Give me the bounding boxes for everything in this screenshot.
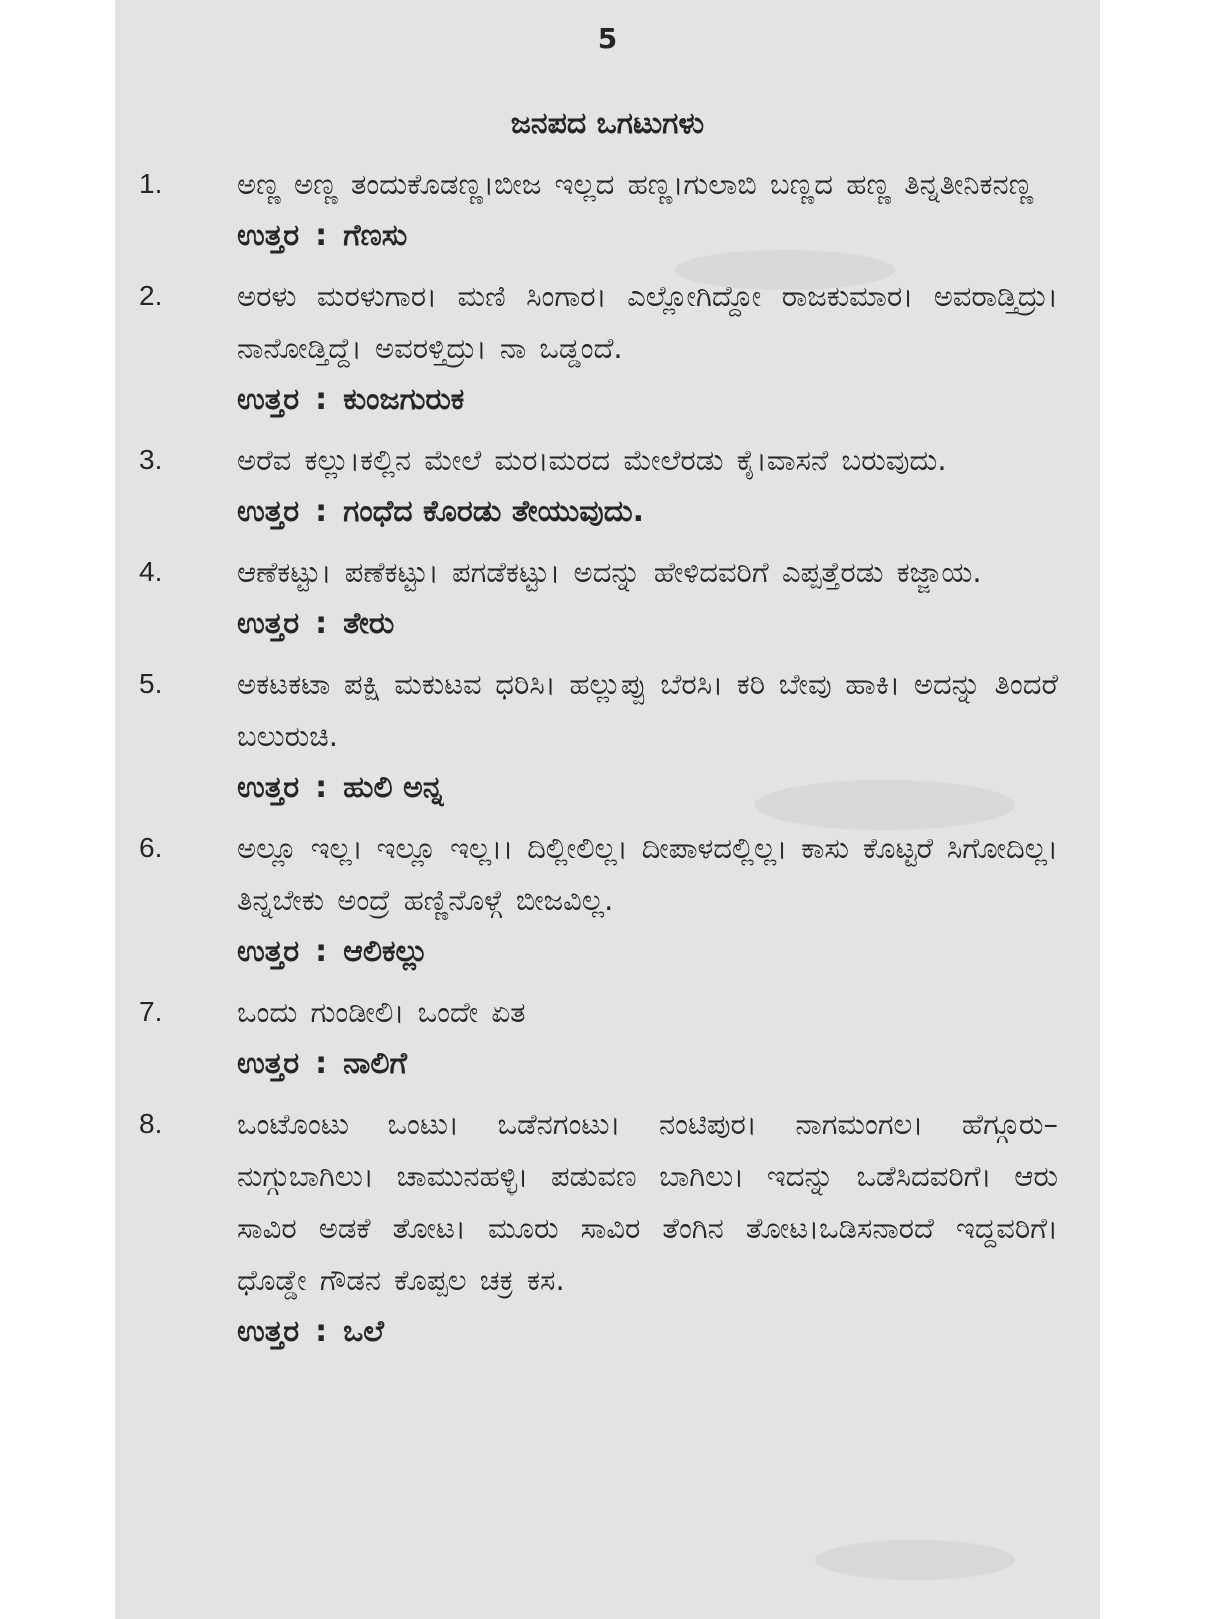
riddle-number: 8. — [139, 1108, 163, 1139]
riddle-answer — [237, 374, 1058, 426]
answer-separator: : — [315, 1046, 328, 1081]
page-number: 5 — [597, 22, 618, 55]
answer-text: ಹುಲಿ ಅನ್ನ — [343, 770, 444, 805]
answer-separator: : — [315, 218, 328, 253]
answer-label: ಉತ್ತರ — [237, 218, 300, 253]
riddle-item — [115, 434, 1100, 538]
answer-separator: : — [315, 382, 328, 417]
riddle-text: ಒಂದು ಗುಂಡೀಲಿ। ಒಂದೇ ಏತ — [237, 995, 526, 1029]
riddle-answer — [237, 762, 1058, 814]
riddle-item — [115, 986, 1100, 1090]
answer-label: ಉತ್ತರ — [237, 382, 300, 417]
riddle-text: ಒಂಟೊಂಟು ಒಂಟು। ಒಡೆನಗಂಟು। ನಂಟಿಪುರ। ನಾಗಮಂಗಲ। ಹೆಗ್ಗೂರು–ನುಗ್ಗುಬಾಗಿಲು। ಚಾಮುನಹಳ್ಳಿ। ಪಡುವಣ ಬಾಗಿಲು। ಇದನ್ನು ಒಡೆಸಿದವರಿಗೆ। ಆರು ಸಾವಿರ ಅಡಕೆ ತೋಟ। ಮೂರು ಸಾವಿರ ತೆಂಗಿನ ತೋಟ।ಒಡಿಸನಾರದೆ ಇದ್ದವರಿಗೆ।ಧೊಡ್ಡೇ ಗೌಡನ ಕೊಪ್ಪಲ ಚಕ್ರ ಕಸ. — [237, 1107, 1058, 1297]
riddle-text: ಅರಳು ಮರಳುಗಾರ। ಮಣಿ ಸಿಂಗಾರ। ಎಲ್ಲೋಗಿದ್ದೋ ರಾಜಕುಮಾರ। ಅವರಾಡ್ತಿದ್ರು। ನಾನೋಡ್ತಿದ್ದೆ। ಅವರಳ್ತಿದ್ರು। ನಾ ಒಡ್ಡಂದೆ. — [237, 279, 1058, 365]
answer-label: ಉತ್ತರ — [237, 1046, 300, 1081]
riddle-number: 3. — [139, 444, 163, 475]
answer-label: ಉತ್ತರ — [237, 770, 300, 805]
answer-text: ನಾಲಿಗೆ — [343, 1046, 407, 1081]
answer-label: ಉತ್ತರ — [237, 494, 300, 529]
riddle-item — [115, 270, 1100, 426]
answer-separator: : — [315, 1314, 328, 1349]
answer-separator: : — [315, 494, 328, 529]
answer-separator: : — [315, 606, 328, 641]
riddle-answer — [237, 1038, 1058, 1090]
answer-label: ಉತ್ತರ — [237, 606, 300, 641]
answer-text: ಒಲೆ — [343, 1314, 384, 1349]
answer-label: ಉತ್ತರ — [237, 1314, 300, 1349]
riddle-item — [115, 822, 1100, 978]
riddle-answer — [237, 210, 1058, 262]
riddle-number: 1. — [139, 168, 163, 199]
answer-text: ಗೆಣಸು — [343, 218, 408, 253]
answer-separator: : — [315, 770, 328, 805]
riddle-item — [115, 546, 1100, 650]
riddle-text: ಅಕಟಕಟಾ ಪಕ್ಷಿ ಮಕುಟವ ಧರಿಸಿ। ಹಲ್ಲುಪ್ಪು ಬೆರಸಿ। ಕರಿ ಬೇವು ಹಾಕಿ। ಅದನ್ನು ತಿಂದರೆ ಬಲುರುಚಿ. — [237, 667, 1058, 753]
riddle-item — [115, 1098, 1100, 1358]
riddle-answer — [237, 926, 1058, 978]
scanned-page — [115, 0, 1100, 1619]
riddle-number: 4. — [139, 556, 163, 587]
answer-text: ಆಲಿಕಲ್ಲು — [343, 934, 429, 969]
riddle-text: ಅಲ್ಲೂ ಇಲ್ಲ। ಇಲ್ಲೂ ಇಲ್ಲ।। ದಿಲ್ಲೀಲಿಲ್ಲ। ದೀಪಾಳದಲ್ಲಿಲ್ಲ। ಕಾಸು ಕೊಟ್ಟರೆ ಸಿಗೋದಿಲ್ಲ। ತಿನ್ನಬೇಕು ಅಂದ್ರೆ ಹಣ್ಣಿನೊಳ್ಗೆ ಬೀಜವಿಲ್ಲ. — [237, 831, 1058, 917]
answer-text: ಗಂಧೆದ ಕೊರಡು ತೇಯುವುದು. — [343, 494, 645, 529]
answer-separator: : — [315, 934, 328, 969]
riddle-number: 7. — [139, 996, 163, 1027]
riddle-text: ಅರೆವ ಕಲ್ಲು।ಕಲ್ಲಿನ ಮೇಲೆ ಮರ।ಮರದ ಮೇಲೆರಡು ಕೈ।ವಾಸನೆ ಬರುವುದು. — [237, 443, 947, 477]
answer-text: ತೇರು — [343, 606, 395, 641]
riddle-number: 6. — [139, 832, 163, 863]
riddle-item — [115, 158, 1100, 262]
riddle-item — [115, 658, 1100, 814]
answer-label: ಉತ್ತರ — [237, 934, 300, 969]
riddle-answer — [237, 486, 1058, 538]
riddle-answer — [237, 1306, 1058, 1358]
riddle-text: ಅಣ್ಣ ಅಣ್ಣ ತಂದುಕೊಡಣ್ಣ।ಬೀಜ ಇಲ್ಲದ ಹಣ್ಣ।ಗುಲಾಬಿ ಬಣ್ಣದ ಹಣ್ಣ ತಿನ್ನತೀನಿಕನಣ್ಣ — [237, 167, 1034, 201]
riddle-answer — [237, 598, 1058, 650]
riddle-number: 5. — [139, 668, 163, 699]
riddle-list — [115, 158, 1100, 1366]
answer-text: ಕುಂಜಗುರುಕ — [343, 382, 465, 417]
page-title: ಜನಪದ ಒಗಟುಗಳು — [510, 106, 705, 141]
riddle-number: 2. — [139, 280, 163, 311]
riddle-text: ಆಣೆಕಟ್ಟು। ಪಣೆಕಟ್ಟು। ಪಗಡೆಕಟ್ಟು। ಅದನ್ನು ಹೇಳಿದವರಿಗೆ ಎಪ್ಪತ್ತೆರಡು ಕಜ್ಜಾಯ. — [237, 555, 982, 589]
paper-stain — [815, 1540, 1015, 1580]
